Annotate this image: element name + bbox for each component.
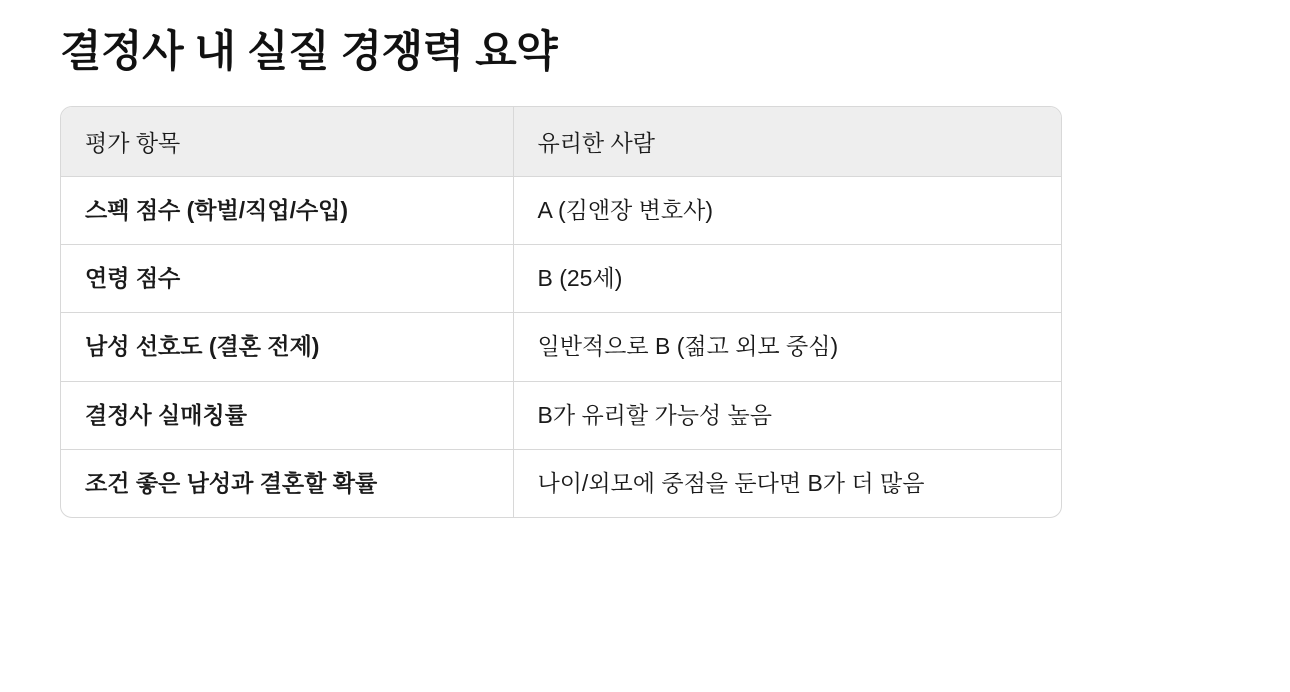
column-header-winner: 유리한 사람	[513, 107, 1061, 177]
row-winner-value: B가 유리할 가능성 높음	[513, 381, 1061, 449]
row-item-label: 스펙 점수 (학벌/직업/수입)	[61, 176, 513, 244]
table-row	[61, 381, 1061, 449]
table-row	[61, 313, 1061, 381]
row-winner-value: A (김앤장 변호사)	[513, 176, 1061, 244]
table-header	[61, 107, 1061, 177]
row-item-label: 남성 선호도 (결혼 전제)	[61, 313, 513, 381]
row-item-label: 결정사 실매칭률	[61, 381, 513, 449]
row-item-label: 조건 좋은 남성과 결혼할 확률	[85, 470, 378, 497]
page-title: 결정사 내 실질 경쟁력 요약	[60, 28, 558, 76]
table-row	[61, 176, 1061, 244]
summary-table-container	[60, 106, 1062, 519]
row-item-label: 연령 점수	[61, 245, 513, 313]
column-header-item: 평가 항목	[61, 107, 513, 177]
row-winner-value: B (25세)	[513, 245, 1061, 313]
table-header-row	[61, 107, 1061, 177]
table-body	[61, 176, 1061, 517]
table-row	[61, 245, 1061, 313]
summary-table	[61, 107, 1061, 518]
table-row	[61, 450, 1061, 518]
row-winner-value: 나이/외모에 중점을 둔다면 B가 더 많음	[513, 450, 1061, 518]
row-winner-value: 일반적으로 B (젊고 외모 중심)	[513, 313, 1061, 381]
